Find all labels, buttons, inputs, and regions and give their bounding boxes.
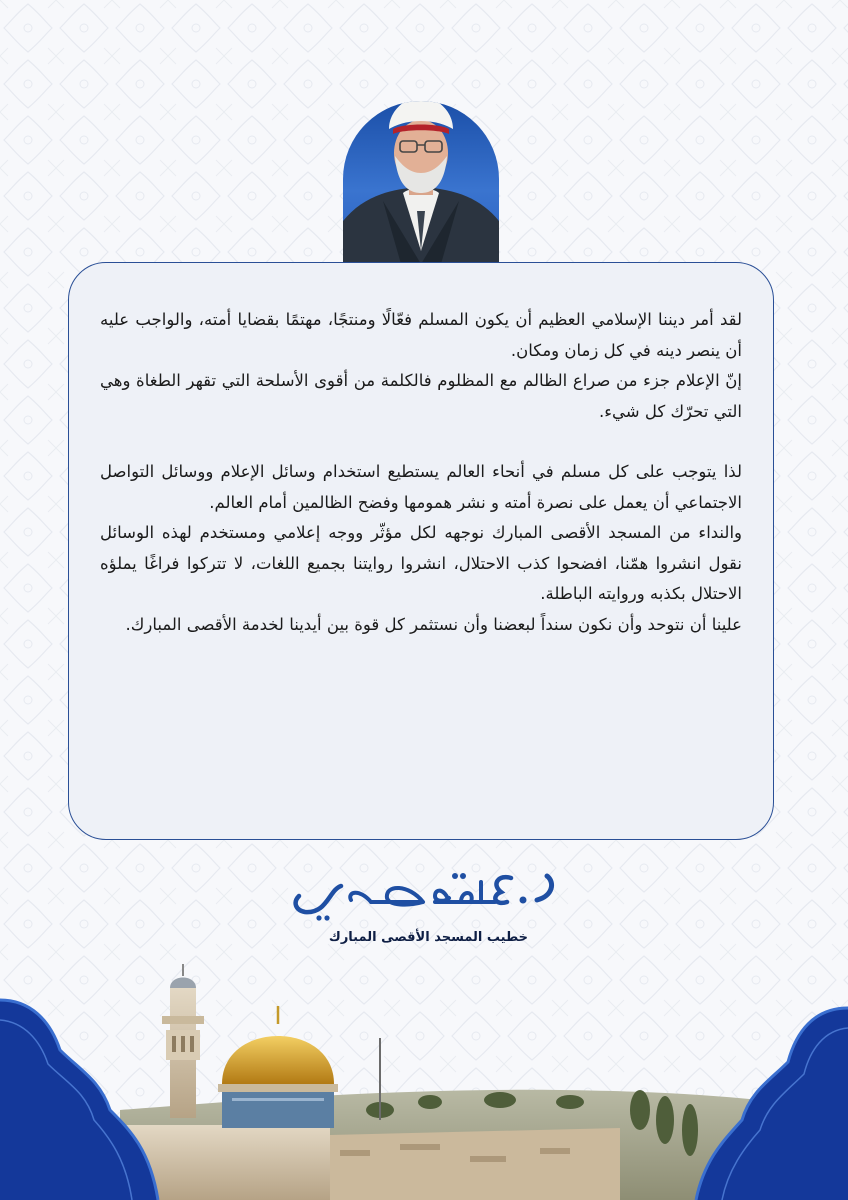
paragraph-4: والنداء من المسجد الأقصى المبارك نوجهه لكل مؤثّر ووجه إعلامي ومستخدم لهذه الوسائل نقول انشروا همّنا، افضحوا كذب الاحتلال، انشروا روايتنا بجميع اللغات، لا تتركوا فراغًا يملؤه الاحتلال بكذبه وروايته الباطلة.	[100, 523, 742, 603]
paragraph-5: علينا أن نتوحد وأن نكون سنداً لبعضنا وأن نستثمر كل قوة بين أيدينا لخدمة الأقصى المبارك.	[125, 614, 742, 634]
al-aqsa-scene	[0, 960, 848, 1200]
paragraph-gap	[100, 427, 742, 457]
paragraph-2: إنّ الإعلام جزء من صراع الظالم مع المظلوم فالكلمة من أقوى الأسلحة التي تقهر الطغاة وهي التي تحرّك كل شيء.	[100, 371, 742, 421]
signature-title: خطيب المسجد الأقصى المبارك	[328, 930, 528, 945]
message-body	[100, 305, 742, 640]
signature-calligraphy	[285, 862, 565, 922]
paragraph-1: لقد أمر ديننا الإسلامي العظيم أن يكون المسلم فعّالًا ومنتجًا، مهتمًا بقضايا أمته، والواجب عليه أن ينصر دينه في كل زمان ومكان.	[100, 310, 742, 360]
portrait-image	[343, 101, 499, 264]
paragraph-3: لذا يتوجب على كل مسلم في أنحاء العالم يستطيع استخدام وسائل الإعلام ووسائل التواصل الاجتماعي أن يعمل على نصرة أمته و نشر همومها وفضح الظالمين أمام العالم.	[100, 462, 742, 512]
portrait-frame	[343, 101, 499, 264]
